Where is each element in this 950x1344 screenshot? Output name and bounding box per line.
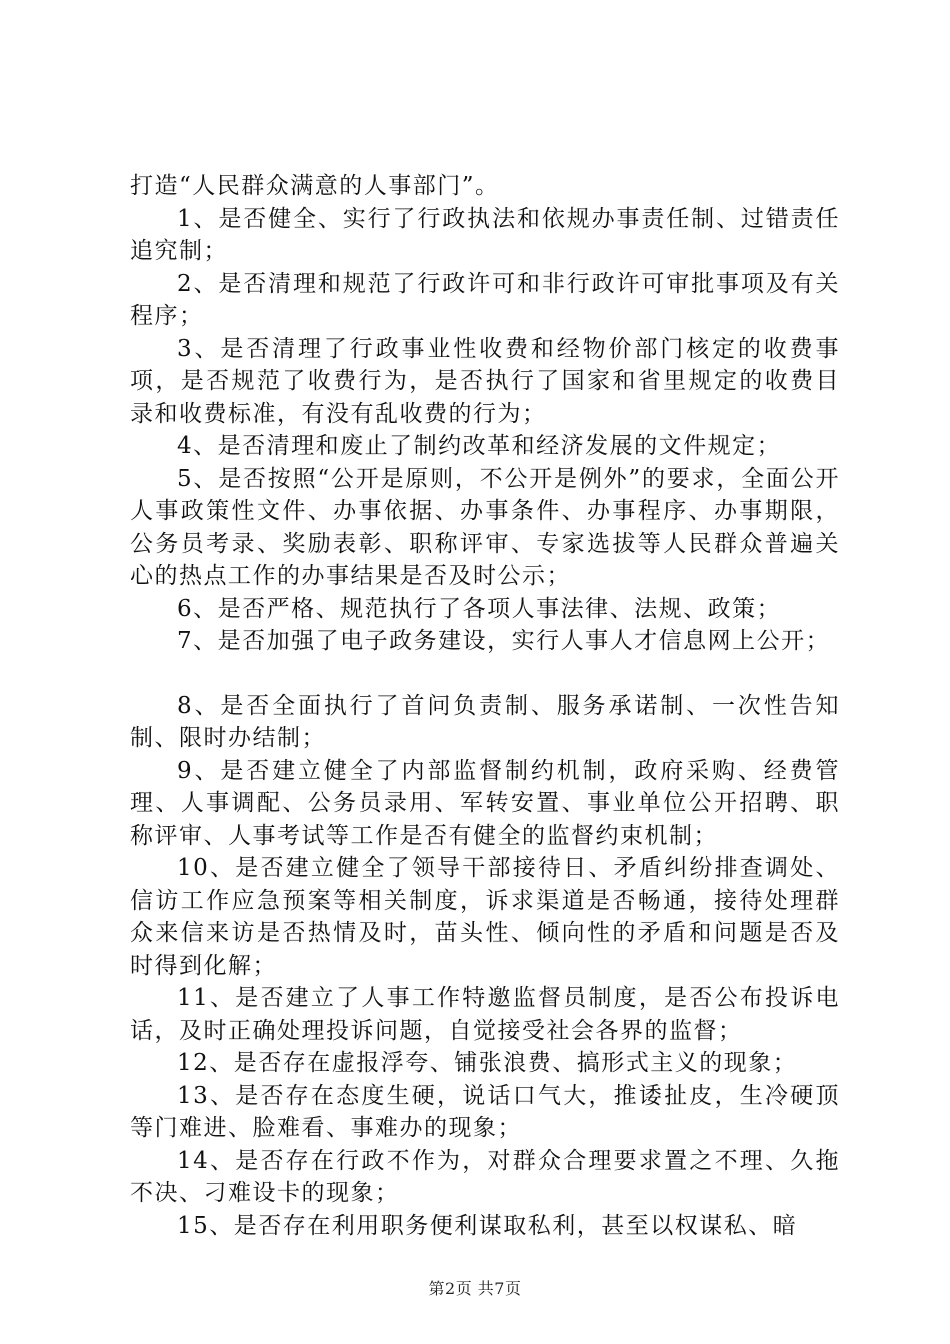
- paragraph-item-6: 6、是否严格、规范执行了各项人事法律、法规、政策；: [177, 595, 782, 622]
- paragraph-item-13: 13、是否存在态度生硬，说话口气大，推诿扯皮，生冷硬顶等门难进、脸难看、事难办的现象；: [130, 1082, 840, 1141]
- page-footer: 第2页 共7页: [428, 1279, 522, 1298]
- paragraph-item-1: 1、是否健全、实行了行政执法和依规办事责任制、过错责任追究制；: [130, 205, 840, 264]
- paragraph-item-15: 15、是否存在利用职务便利谋取私利，甚至以权谋私、暗: [177, 1212, 798, 1239]
- paragraph-intro: 打造“人民群众满意的人事部门”。: [130, 173, 500, 199]
- paragraph-item-3: 3、是否清理了行政事业性收费和经物价部门核定的收费事项，是否规范了收费行为，是否执行了国家和省里规定的收费目录和收费标准，有没有乱收费的行为；: [130, 335, 840, 427]
- paragraph-item-8: 8、是否全面执行了首问负责制、服务承诺制、一次性告知制、限时办结制；: [130, 692, 840, 751]
- document-body: [130, 170, 840, 1242]
- paragraph-item-10: 10、是否建立健全了领导干部接待日、矛盾纠纷排查调处、信访工作应急预案等相关制度，诉求渠道是否畅通，接待处理群众来信来访是否热情及时，苗头性、倾向性的矛盾和问题是否及时得到化解；: [130, 855, 840, 979]
- paragraph-item-4: 4、是否清理和废止了制约改革和经济发展的文件规定；: [177, 433, 782, 459]
- paragraph-item-7: 7、是否加强了电子政务建设，实行人事人才信息网上公开；: [177, 628, 831, 654]
- paragraph-item-2: 2、是否清理和规范了行政许可和非行政许可审批事项及有关程序；: [130, 270, 840, 329]
- blank-line: [130, 658, 840, 690]
- paragraph-item-14: 14、是否存在行政不作为，对群众合理要求置之不理、久拖不决、刁难设卡的现象；: [130, 1147, 840, 1206]
- paragraph-item-11: 11、是否建立了人事工作特邀监督员制度，是否公布投诉电话，及时正确处理投诉问题，自觉接受社会各界的监督；: [130, 985, 840, 1044]
- paragraph-item-12: 12、是否存在虚报浮夸、铺张浪费、搞形式主义的现象；: [177, 1050, 798, 1076]
- paragraph-item-9: 9、是否建立健全了内部监督制约机制，政府采购、经费管理、人事调配、公务员录用、军转安置、事业单位公开招聘、职称评审、人事考试等工作是否有健全的监督约束机制；: [130, 757, 840, 849]
- paragraph-item-5: 5、是否按照“公开是原则，不公开是例外”的要求，全面公开人事政策性文件、办事依据、办事条件、办事程序、办事期限，公务员考录、奖励表彰、职称评审、专家选拔等人民群众普遍关心的热点工作的办事结果是否及时公示；: [130, 465, 840, 589]
